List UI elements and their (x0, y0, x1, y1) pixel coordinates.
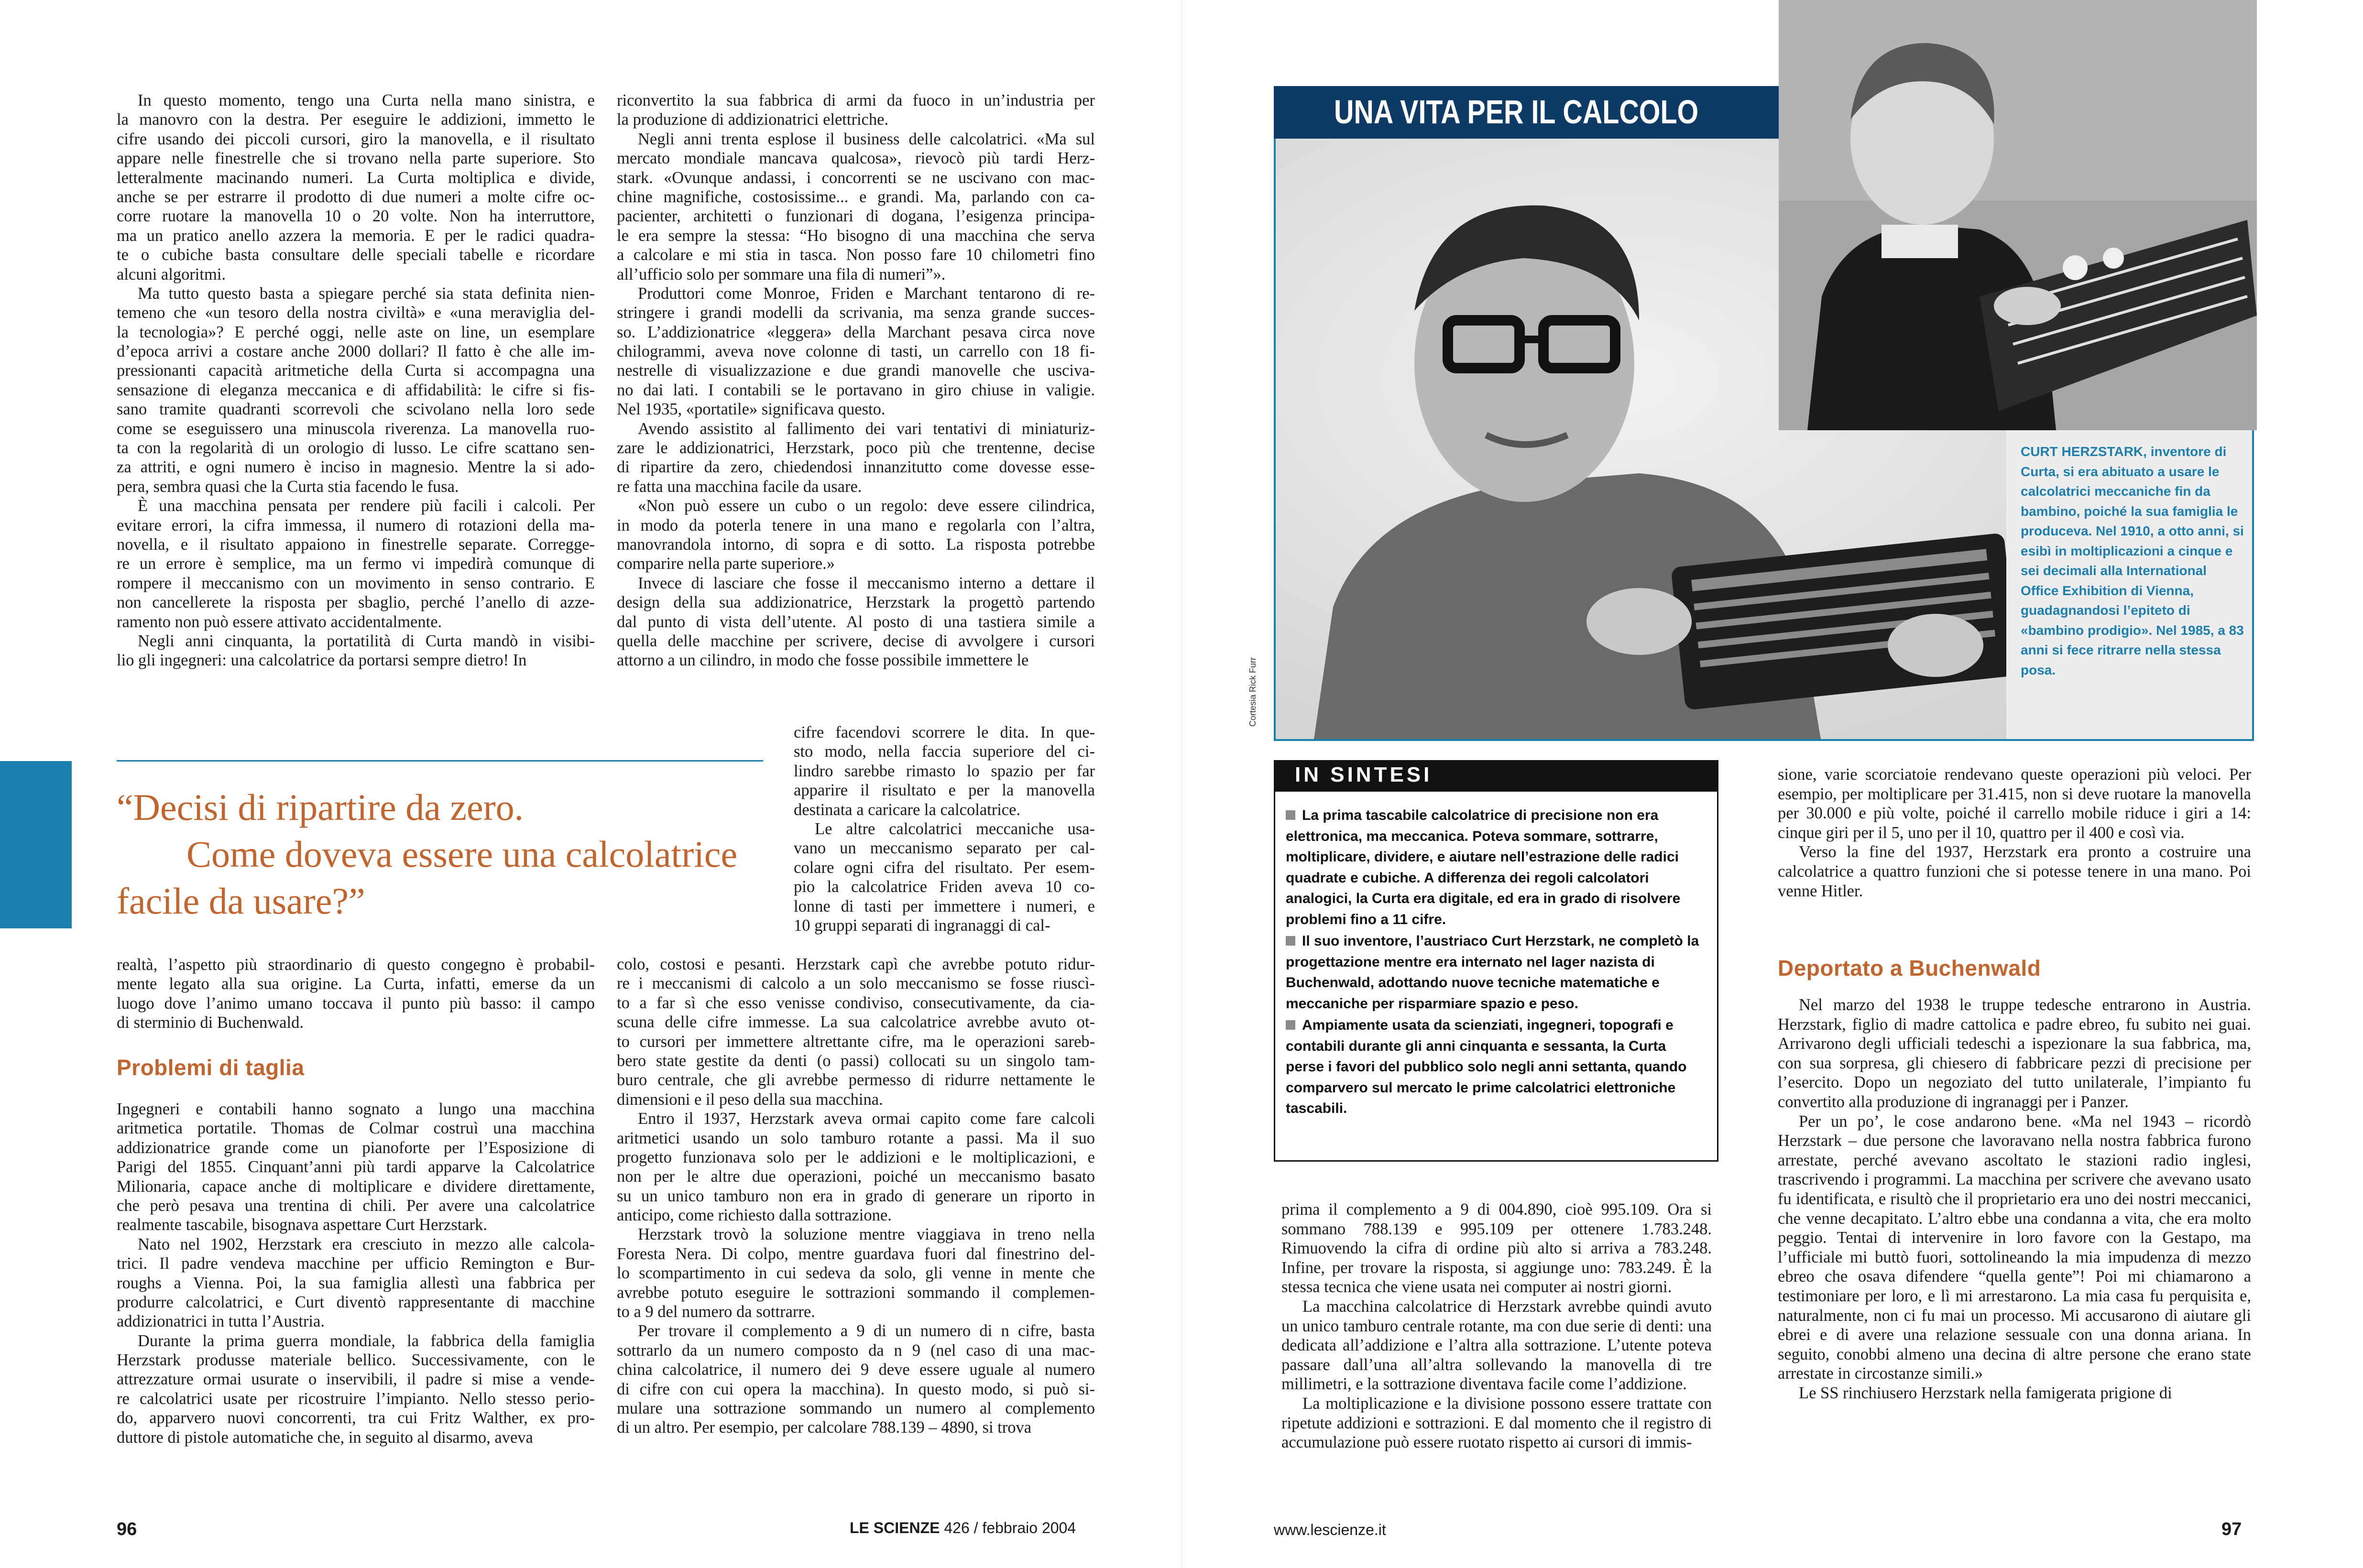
left-col2-narrow (794, 723, 1095, 935)
text-line: trici. Il padre vendeva macchine per ufficio Remington e Bur- (117, 1254, 595, 1273)
paragraph: Per un po’, le cose andarono bene. «Ma nel 1943 – ricordò Herzstark – due persone che lavoravano nella nostra fabbrica furono arrestate, perché avevano ascoltato le stazioni radio inglesi, trascrivendo i programmi. La macchina per scrivere che avevano usato fu identificata, e risultò che il proprietario era uno dei nostri meccanici, che venne decapitato. L’altro ebbe una condanna a vita, che era molto peggio. Tentai di intervenire in loro favore con la Gestapo, ma l’ufficiale mi buttò fuori, sottolineando la mia impudenza di mezzo ebreo che osava difendere “quella gente”! Poi mi chiamarono a testimoniare per loro, e lì mi arrestarono. La mia casa fu perquisita e, naturalmente, non ci fu mai un processo. Mi accusarono di aiutare gli ebrei e di avere una relazione sessuale con una donna ariana. In seguito, conobbi almeno una decina di altre persone che erano state arrestate in circostanze simili.» (1778, 1112, 2251, 1383)
text-line: di un altro. Per esempio, per calcolare 788.139 – 4890, si trova (617, 1418, 1032, 1437)
text-line: Herzstark produsse materiale bellico. Successivamente, con le (117, 1351, 595, 1370)
sintesi-list (1286, 805, 1707, 1119)
heading-deportato-a-buchenwald: Deportato a Buchenwald (1778, 956, 2041, 980)
sintesi-item (1286, 805, 1707, 930)
text-line: Avendo assistito al fallimento dei vari tentativi di miniaturiz- (638, 419, 1095, 438)
text-line: dal punto di vista dell’utente. Al posto di una tastiera simile a (617, 612, 1095, 631)
text-line: È una macchina pensata per rendere più facili i calcoli. Per (138, 497, 595, 515)
left-col2-bottom (617, 955, 1095, 1437)
text-line: Nato nel 1902, Herzstark era cresciuto in mezzo alle calcola- (138, 1235, 595, 1253)
text-line: to cursori per immettere altrettante cifre, ma le operazioni sareb- (617, 1032, 1095, 1051)
text-line: addizionatrici in tutta l’Austria. (117, 1312, 325, 1331)
text-line: ma un pratico anello azzera la memoria. E per le radici quadra- (117, 226, 595, 245)
text-line: manovrandola intorno, di sopra e di sotto. La risposta potrebbe (617, 535, 1095, 554)
text-line: corre ruotare la manovella 10 o 20 volte. Non ha interruttore, (117, 207, 595, 226)
bullet-square-icon (1286, 1020, 1295, 1030)
text-line: novella, e il risultato appaiono in finestrelle separate. Corregge- (117, 535, 595, 554)
text-line: chilogrammi, aveva nove colonne di tasti, un carrello con 18 fi- (617, 342, 1095, 361)
paragraph: Nel marzo del 1938 le truppe tedesche entrarono in Austria. Herzstark, figlio di madre cattolica e padre ebreo, fu subito nei guai. Arrivarono degli ufficiali tedeschi a ispezionare la sua fabbrica, ma, con sua sorpresa, gli chiesero di fabbricare pezzi di precisione per l’esercito. Dopo un negoziato del tutto unilaterale, l’impianto fu convertito alla produzione di ingranaggi per i Panzer. (1778, 996, 2251, 1111)
text-line: mercato mondiale mancava qualcosa», rievocò più tardi Herz- (617, 149, 1095, 168)
left-col2-top (617, 91, 1095, 670)
photo-credit: Cortesia Rick Furr (1248, 657, 1258, 727)
text-line: Parigi del 1855. Cinquant’anni più tardi apparve la Calcolatrice (117, 1158, 595, 1176)
text-line: sensazione di eleganza meccanica e di affidabilità: le cifre si fis- (117, 381, 595, 399)
text-line: a calcolare e mi stia in tasca. Non posso fare 10 chilometri fino (617, 246, 1095, 264)
photo-caption (2021, 442, 2245, 680)
text-line: lonne di tasti per immettere i numeri, e (794, 897, 1095, 915)
bullet-square-icon (1286, 936, 1295, 946)
footer-magazine-name: LE SCIENZE (850, 1519, 940, 1536)
text-line: scuna delle cifre immesse. La sua calcolatrice avrebbe avuto ot- (617, 1013, 1095, 1032)
text-line: lindro sarebbe rimasto lo spazio per far (794, 762, 1095, 780)
pull-quote-line-1: “Decisi di ripartire da zero. (117, 786, 524, 828)
text-line: non per le altre due operazioni, poiché un meccanismo basato (617, 1167, 1095, 1186)
text-line: In questo momento, tengo una Curta nella mano sinistra, e (138, 91, 595, 109)
text-line: che però pesava una trentina di chili. Per avere una calcolatrice (117, 1196, 595, 1215)
pull-quote-line-3: facile da usare?” (117, 880, 365, 922)
text-line: 10 gruppi separati di ingranaggi di cal- (794, 916, 1050, 935)
text-line: realtà, l’aspetto più straordinario di questo congegno è probabil- (117, 956, 595, 974)
left-col1-problemi (117, 1100, 595, 1447)
text-line: aritmetica portatile. Thomas de Colmar costruì una macchina (117, 1119, 595, 1138)
left-footer (850, 1519, 1076, 1537)
text-line: te o cubiche basta consultare delle speciali tabelle e ricordare (117, 246, 595, 264)
text-line: Negli anni trenta esplose il business delle calcolatrici. «Ma sul (638, 130, 1095, 148)
sintesi-item-text: Ampiamente usata da scienziati, ingegneri, topografi e contabili durante gli anni cinquanta e sessanta, la Curta perse i favori del pubblico solo negli anni settanta, quando comparvero sul mercato le prime calcolatrici elettroniche tascabili. (1286, 1017, 1687, 1116)
right-col4-top (1778, 765, 2251, 901)
sintesi-item (1286, 931, 1707, 1014)
text-line: mulare una sottrazione sommando un numero al complemento (617, 1399, 1095, 1417)
text-line: Nel 1935, «portatile» significava questo. (617, 400, 886, 419)
heading-problemi-di-taglia: Problemi di taglia (117, 1055, 305, 1080)
text-line: zare le addizionatrici, Herzstark, poco più che trentenne, decise (617, 439, 1095, 457)
text-line: appare nelle finestrelle che si trovano nella parte superiore. Sto (117, 149, 595, 168)
text-line: ta con la regolarità di un orologio di lusso. Le cifre scattano sen- (117, 439, 595, 457)
right-col3-bottom (1281, 1200, 1712, 1452)
text-line: cifre usando dei piccoli cursori, giro la manovella, e il risultato (117, 130, 595, 148)
text-line: re calcolatrici usate per ricostruire l’impianto. Nello stesso perio- (117, 1389, 595, 1408)
paragraph: Verso la fine del 1937, Herzstark era pronto a costruire una calcolatrice a quattro funzioni che si potesse tenere in una mano. Poi venne Hitler. (1778, 843, 2251, 900)
text-line: le era sempre la stessa: “Ho bisogno di una macchina che serva (617, 226, 1095, 245)
text-line: la tecnologia»? E perché oggi, nelle aste on line, un esemplare (117, 323, 595, 341)
text-line: Produttori come Monroe, Friden e Marchant tentarono di re- (638, 284, 1095, 303)
sintesi-header (1274, 760, 1718, 792)
right-col4-bottom (1778, 995, 2251, 1403)
paragraph: La macchina calcolatrice di Herzstark avrebbe quindi avuto un unico tamburo centrale rotante, ma con due serie di denti: una dedicata all’addizione e l’altra alla sottrazione. L’utente poteva passare dall’una all’altra sollevando la manovella di tre millimetri, e la sottrazione diventava facile come l’addizione. (1281, 1297, 1712, 1394)
pull-quote-rule (117, 760, 763, 762)
text-line: ramento non può essere attivato accidentalmente. (117, 612, 442, 631)
paragraph: prima il complemento a 9 di 004.890, cioè 995.109. Ora si sommano 788.139 e 995.109 per ottenere 1.783.248. Rimuovendo la cifra di ordine più alto si arriva a 783.248. Infine, per trovare la risposta, si aggiunge uno: 783.249. È la stessa tecnica che viene usata nei computer ai nostri giorni. (1281, 1200, 1712, 1296)
text-line: in modo da poterla tenere in una mano e regolarla con l’altra, (617, 516, 1095, 534)
footer-issue: 426 / febbraio 2004 (944, 1519, 1076, 1536)
photo-herzstark-child (1779, 0, 2257, 430)
text-line: re un errore è semplice, ma un fermo vi impedirà comunque di (117, 555, 595, 573)
photo-herzstark-child-image (1779, 0, 2257, 430)
text-line: buro centrale, che gli avrebbe permesso di ridurre nettamente le (617, 1071, 1095, 1089)
text-line: di sterminio di Buchenwald. (117, 1013, 304, 1032)
text-line: temeno che «un tesoro della nostra civiltà» e «una meraviglia del- (117, 304, 595, 322)
text-line: colare ogni cifra del risultato. Per esem- (794, 858, 1095, 877)
text-line: to a 9 del numero da sottrarre. (617, 1303, 815, 1321)
text-line: Entro il 1937, Herzstark aveva ormai capito come fare calcoli (638, 1110, 1095, 1128)
sintesi-title: IN SINTESI (1295, 763, 1433, 786)
text-line: Ma tutto questo basta a spiegare perché sia stata definita nien- (138, 284, 595, 303)
text-line: so. L’addizionatrice «leggera» della Marchant pesava circa nove (617, 323, 1095, 341)
text-line: pera, sembra quasi che la Curta stia facendo le fusa. (117, 477, 459, 496)
text-line: duttore di pistole automatiche che, in seguito al disarmo, aveva (117, 1428, 533, 1447)
text-line: sottrarlo da un numero composto da n 9 (nel caso di una mac- (617, 1341, 1095, 1360)
paragraph: La moltiplicazione e la divisione possono essere trattate con ripetute addizioni e sottrazioni. E dal momento che il registro di accumulazione può essere ruotato rispetto ai cursori di immis- (1281, 1394, 1712, 1452)
text-line: comparire nella parte superiore.» (617, 555, 835, 573)
text-line: Ingegneri e contabili hanno sognato a lungo una macchina (117, 1100, 595, 1118)
text-line: la produzione di addizionatrici elettriche. (617, 110, 889, 129)
text-line: su un unico tamburo non era in grado di generare un riporto in (617, 1187, 1095, 1205)
text-line: letteralmente macinando numeri. La Curta moltiplica e divide, (117, 168, 595, 187)
sintesi-item-text: La prima tascabile calcolatrice di precisione non era elettronica, ma meccanica. Poteva sommare, sottrarre, moltiplicare, dividere, e aiutare nell’estrazione delle radici quadrate e cubiche. A differenza dei regoli calcolatori analogici, la Curta era digitale, ed era in grado di risolvere problemi fino a 11 cifre. (1286, 807, 1681, 927)
text-line: d’epoca arrivi a costare anche 2000 dollari? Il fatto è che alle im- (117, 342, 595, 361)
text-line: come se eseguissero una minuscola riverenza. La manovella ruo- (117, 419, 595, 438)
text-line: dimensioni e il peso della sua macchina. (617, 1090, 883, 1109)
paragraph: sione, varie scorciatoie rendevano queste operazioni più veloci. Per esempio, per moltiplicare per 31.415, non si deve ruotare la manovella per 30.000 e più volte, poiché il carrello mobile riduce i giri a 14: cinque giri per il 5, uno per il 10, quattro per il 400 e così via. (1778, 765, 2251, 842)
text-line: anche se per estrarre il prodotto di due numeri a molte cifre oc- (117, 187, 595, 206)
text-line: avrebbe potuto eseguire le sottrazioni sommando il complemen- (617, 1283, 1095, 1302)
text-line: sto modo, nella faccia superiore del ci- (794, 742, 1095, 761)
text-line: roughs a Vienna. Poi, la sua famiglia allestì una fabbrica per (117, 1274, 595, 1292)
bullet-square-icon (1286, 810, 1295, 820)
text-line: stringere i grandi modelli da scrivania, ma senza grande succes- (617, 304, 1095, 322)
text-line: quella delle macchine per scrivere, decise di avvolgere i cursori (617, 632, 1095, 650)
text-line: nestrelle di visualizzazione e due grandi manovelle che usciva- (617, 361, 1095, 380)
text-line: cifre facendovi scorrere le dita. In que- (794, 723, 1095, 741)
left-col1-top (117, 91, 595, 670)
caption-text: CURT HERZSTARK, inventore di Curta, si era abituato a usare le calcolatrici meccaniche fin da bambino, poiché la sua famiglia le produceva. Nel 1910, a otto anni, si esibì in moltiplicazioni a cinque e sei decimali alla International Office Exhibition di Vienna, guadagnandosi l’epiteto di «bambino prodigio». Nel 1985, a 83 anni si fece ritrarre nella stessa posa. (2021, 444, 2244, 677)
text-line: produrre calcolatrici, e Curt diventò rappresentante di macchine (117, 1293, 595, 1311)
text-line: destinata a caricare la calcolatrice. (794, 800, 1021, 819)
text-line: luogo dove l’animo umano toccava il punto più basso: il campo (117, 994, 595, 1013)
text-line: realmente tascabile, bisognava aspettare Curt Herzstark. (117, 1216, 487, 1234)
text-line: attorno a un cilindro, in modo che fosse possibile immettere le (617, 651, 1029, 670)
sintesi-item (1286, 1015, 1707, 1119)
text-line: Foresta Nera. Di colpo, mentre guardava fuori dal finestrino del- (617, 1244, 1095, 1263)
text-line: stark. «Ovunque andassi, i concorrenti se ne uscivano con mac- (617, 168, 1095, 187)
text-line: za attriti, e ogni numero è inciso in magnesio. Mentre la si ado- (117, 458, 595, 477)
text-line: do, apparvero nuovi concorrenti, tra cui Fritz Walther, ex pro- (117, 1409, 595, 1427)
text-line: chine magnifiche, costosissime... e grandi. Ma, parlando con ca- (617, 187, 1095, 206)
right-footer-url: www.lescienze.it (1274, 1521, 1386, 1538)
text-line: la manovro con la destra. Per eseguire le addizioni, immetto le (117, 110, 595, 129)
text-line: pio la calcolatrice Friden aveva 10 co- (794, 878, 1095, 896)
text-line: no dai lati. I contabili se le portavano in giro chiuse in valigie. (617, 381, 1095, 399)
text-line: Herzstark trovò la soluzione mentre viaggiava in treno nella (638, 1225, 1095, 1244)
text-line: alcuni algoritmi. (117, 265, 226, 283)
text-line: Negli anni cinquanta, la portatilità di Curta mandò in visibi- (138, 632, 595, 650)
text-line: bero state gestite da denti (o passi) collocati su un singolo tam- (617, 1051, 1095, 1070)
text-line: anticipo, come richiesto dalla sottrazione. (617, 1206, 892, 1225)
text-line: Invece di lasciare che fosse il meccanismo interno a dettare il (638, 574, 1095, 592)
text-line: sano tramite quadranti scorrevoli che scivolano nella loro sede (117, 400, 595, 419)
text-line: design della sua addizionatrice, Herzstark la progettò partendo (617, 593, 1095, 612)
pull-quote-line-2: Come doveva essere una calcolatrice (186, 833, 738, 875)
text-line: mente legato alla sua origine. La Curta, infatti, emerse da un (117, 975, 595, 993)
text-line: riconvertito la sua fabbrica di armi da fuoco in un’industria per (617, 91, 1095, 109)
text-line: all’ufficio solo per sommare una fila di numeri”». (617, 265, 946, 283)
text-line: attrezzature ormai usurate o inservibili, il padre si mise a vende- (117, 1370, 595, 1389)
left-page-number: 96 (117, 1519, 137, 1539)
pull-quote-accent-block (0, 761, 72, 928)
text-line: evitare errori, la cifra immessa, il numero di rotazioni della ma- (117, 516, 595, 534)
sintesi-item-text: Il suo inventore, l’austriaco Curt Herzstark, ne completò la progettazione mentre era internato nel lager nazista di Buchenwald, adottando nuove tecniche matematiche e meccaniche per risparmiare spazio e peso. (1286, 933, 1699, 1012)
text-line: Le altre calcolatrici meccaniche usa- (815, 819, 1095, 838)
left-col1-bottom (117, 955, 595, 1033)
text-line: vano un meccanismo separato per cal- (794, 839, 1095, 858)
text-line: china calcolatrice, il numero dei 9 deve essere uguale al numero (617, 1361, 1095, 1379)
text-line: lo scompartimento in cui sedeva da solo, gli venne in mente che (617, 1264, 1095, 1283)
paragraph: Le SS rinchiusero Herzstark nella famigerata prigione di (1799, 1383, 2172, 1402)
text-line: aritmetici usando un solo tamburo rotante a passi. Ma il suo (617, 1129, 1095, 1147)
text-line: re i meccanismi di calcolo a un solo meccanismo se fosse riuscì- (617, 974, 1095, 993)
text-line: to a far sì che esso venisse condiviso, consecutivamente, da cia- (617, 993, 1095, 1012)
text-line: colo, costosi e pesanti. Herzstark capì che avrebbe potuto ridur- (617, 955, 1095, 973)
text-line: re fatta una macchina facile da usare. (617, 477, 862, 496)
sintesi-box (1274, 760, 1718, 1162)
text-line: pressionanti capacità aritmetiche della Curta si accompagna una (117, 361, 595, 380)
text-line: «Non può essere un cubo o un regolo: deve essere cilindrica, (638, 497, 1095, 515)
page-fold (1181, 0, 1182, 1568)
text-line: Per trovare il complemento a 9 di un numero di n cifre, basta (638, 1322, 1095, 1340)
text-line: Milionaria, capace anche di moltiplicare e dividere direttamente, (117, 1177, 595, 1196)
text-line: non cancellerete la risposta per sbaglio, perché l’anello di azze- (117, 593, 595, 612)
text-line: rompere il meccanismo con un movimento in senso contrario. E (117, 574, 595, 592)
text-line: di cifre con cui opera la macchina). In questo modo, si può si- (617, 1380, 1095, 1398)
text-line: pacienter, architetti o funzionari di dogana, l’esigenza principa- (617, 207, 1095, 226)
text-line: apparire il risultato e per la manovella (794, 781, 1095, 800)
text-line: lio gli ingegneri: una calcolatrice da portarsi sempre dietro! In (117, 651, 527, 670)
text-line: di ripartire da zero, chiedendosi innanzitutto come dovesse esse- (617, 458, 1095, 477)
text-line: progetto funzionava solo per le addizioni e le moltiplicazioni, e (617, 1148, 1095, 1166)
text-line: addizionatrice grande come un pianoforte per l’Esposizione di (117, 1138, 595, 1157)
right-page-number: 97 (2221, 1519, 2242, 1539)
banner-title: UNA VITA PER IL CALCOLO (1334, 93, 1699, 131)
text-line: Durante la prima guerra mondiale, la fabbrica della famiglia (138, 1331, 595, 1350)
